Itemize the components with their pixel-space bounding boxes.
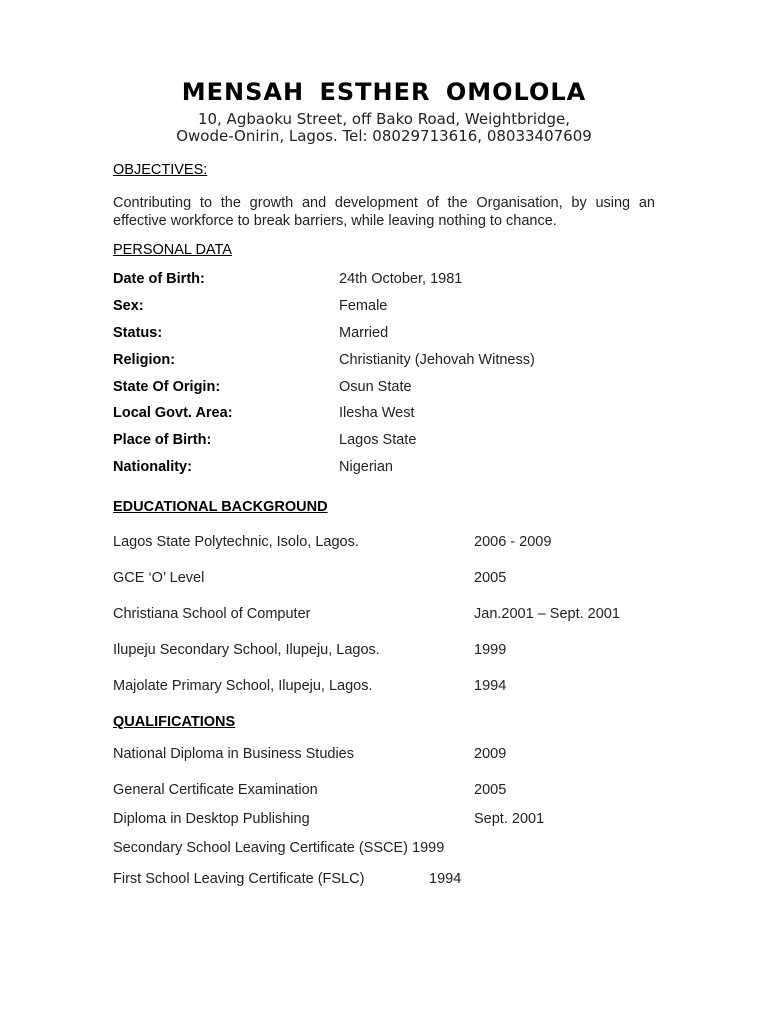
personal-data-label: Sex:: [113, 298, 144, 314]
education-year: 2005: [474, 570, 507, 586]
qualification-year: 2009: [474, 746, 507, 762]
personal-data-value: Married: [339, 325, 389, 341]
qualification-year: Sept. 2001: [474, 811, 545, 827]
personal-data-label: Status:: [113, 325, 163, 341]
personal-data-label: Nationality:: [113, 459, 192, 475]
education-heading: EDUCATIONAL BACKGROUND: [113, 499, 328, 515]
qualification-title: First School Leaving Certificate (FSLC): [113, 871, 365, 887]
objectives-heading: OBJECTIVES:: [113, 162, 208, 178]
education-year: 1999: [474, 642, 507, 658]
personal-data-label: Place of Birth:: [113, 432, 212, 448]
education-school: GCE ‘O’ Level: [113, 570, 205, 586]
education-year: 2006 - 2009: [474, 534, 552, 550]
education-school: Ilupeju Secondary School, Ilupeju, Lagos.: [113, 642, 380, 658]
personal-data-value: Lagos State: [339, 432, 417, 448]
address-line-2: Owode-Onirin, Lagos. Tel: 08029713616, 08033407609: [176, 127, 592, 145]
education-year: Jan.2001 – Sept. 2001: [474, 606, 620, 622]
objectives-line-2: effective workforce to break barriers, while leaving nothing to chance.: [113, 213, 557, 229]
education-school: Lagos State Polytechnic, Isolo, Lagos.: [113, 534, 359, 550]
qualification-title: Secondary School Leaving Certificate (SSCE) 1999: [113, 840, 445, 856]
personal-data-heading: PERSONAL DATA: [113, 242, 232, 258]
personal-data-value: Osun State: [339, 379, 412, 395]
qualifications-heading: QUALIFICATIONS: [113, 714, 236, 730]
education-school: Christiana School of Computer: [113, 606, 311, 622]
qualification-title: Diploma in Desktop Publishing: [113, 811, 310, 827]
personal-data-label: State Of Origin:: [113, 379, 221, 395]
education-year: 1994: [474, 678, 507, 694]
personal-data-label: Religion:: [113, 352, 176, 368]
address-line-1: 10, Agbaoku Street, off Bako Road, Weightbridge,: [197, 110, 571, 128]
personal-data-value: Female: [339, 298, 388, 314]
objectives-text: [113, 194, 655, 230]
objectives-line-1: Contributing to the growth and development of the Organisation, by using an: [113, 195, 655, 211]
personal-data-value: Nigerian: [339, 459, 393, 475]
personal-data-value: Christianity (Jehovah Witness): [339, 352, 535, 368]
personal-data-value: Ilesha West: [339, 405, 415, 421]
education-school: Majolate Primary School, Ilupeju, Lagos.: [113, 678, 373, 694]
qualification-year: 1994: [429, 871, 462, 887]
qualification-title: National Diploma in Business Studies: [113, 746, 354, 762]
applicant-name: MENSAH ESTHER OMOLOLA: [181, 78, 587, 106]
qualification-title: General Certificate Examination: [113, 782, 318, 798]
personal-data-value: 24th October, 1981: [339, 271, 463, 287]
personal-data-label: Date of Birth:: [113, 271, 205, 287]
personal-data-label: Local Govt. Area:: [113, 405, 233, 421]
qualification-year: 2005: [474, 782, 507, 798]
